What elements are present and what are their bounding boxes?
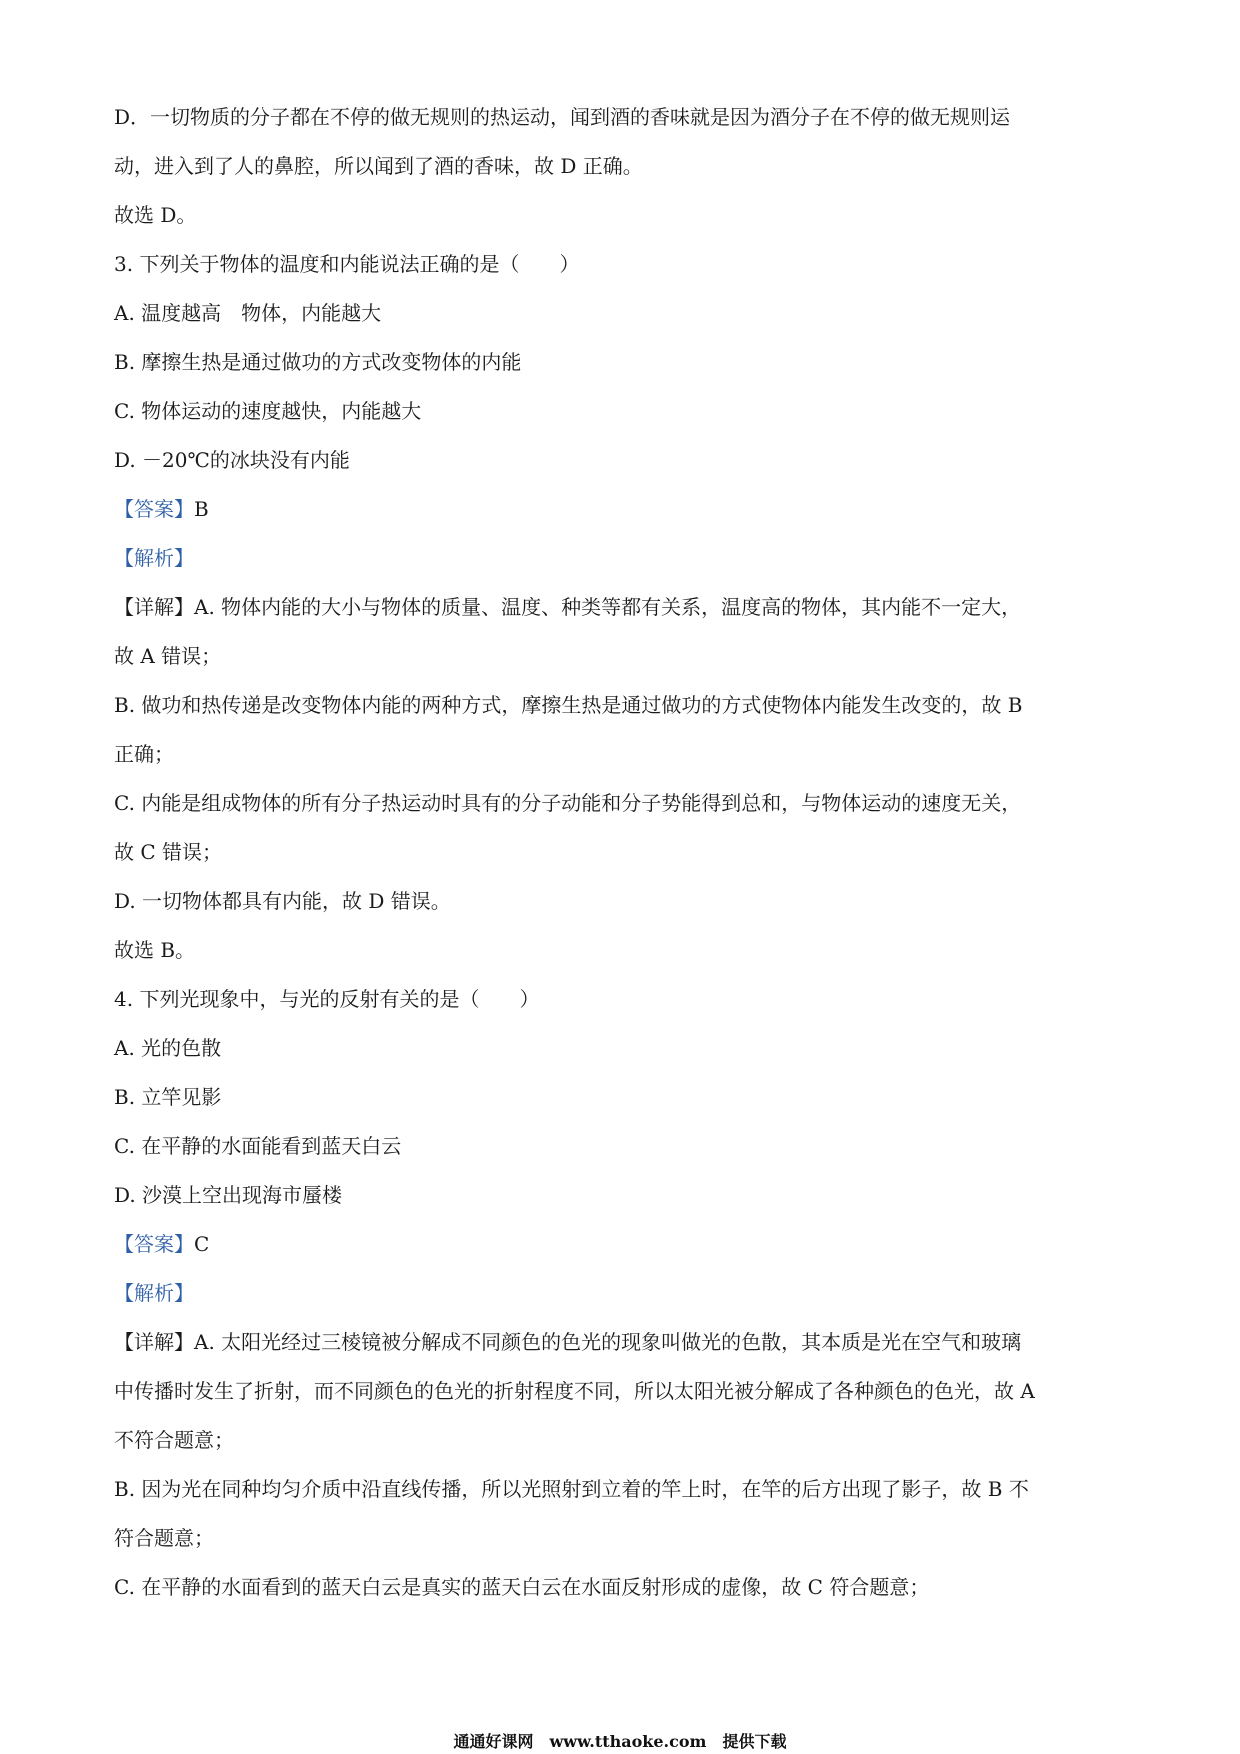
answer-value: C <box>194 1232 210 1256</box>
text-line: 故选 B。 <box>114 938 196 962</box>
text-line: 故 C 错误； <box>114 840 223 864</box>
answer-tag: 【答案】 <box>114 1232 194 1256</box>
question-3-option-c: C. 物体运动的速度越快，内能越大 <box>114 399 422 423</box>
text-line: D．一切物质的分子都在不停的做无规则的热运动，闻到酒的香味就是因为酒分子在不停的做无规则运 <box>114 105 1011 129</box>
text-line: B. 因为光在同种均匀介质中沿直线传播，所以光照射到立着的竿上时，在竿的后方出现了影子，故 B 不 <box>114 1477 1029 1501</box>
answer-value: B <box>194 497 209 521</box>
detail-tag: 【详解】 <box>114 595 194 619</box>
question-4-detail <box>114 1328 1021 1356</box>
question-3-detail <box>114 593 1021 621</box>
analysis-tag: 【解析】 <box>114 1281 194 1305</box>
question-3-stem: 3. 下列关于物体的温度和内能说法正确的是（ ） <box>114 252 580 276</box>
detail-tag: 【详解】 <box>114 1330 194 1354</box>
text-line: D. 一切物体都具有内能，故 D 错误。 <box>114 889 451 913</box>
question-3-option-d: D. －20℃的冰块没有内能 <box>114 448 350 472</box>
text-line: C. 在平静的水面看到的蓝天白云是真实的蓝天白云在水面反射形成的虚像，故 C 符合题意； <box>114 1575 930 1599</box>
question-3-option-a: A. 温度越高 物体，内能越大 <box>114 301 382 325</box>
text-line: 故 A 错误； <box>114 644 222 668</box>
analysis-tag: 【解析】 <box>114 546 194 570</box>
question-4-option-a: A. 光的色散 <box>114 1036 222 1060</box>
question-4-stem: 4. 下列光现象中，与光的反射有关的是（ ） <box>114 987 540 1011</box>
page-footer: 通通好课网 www.tthaoke.com 提供下载 <box>453 1732 787 1751</box>
answer-tag: 【答案】 <box>114 497 194 521</box>
text-line: 正确； <box>114 742 174 766</box>
question-4-analysis <box>114 1279 194 1307</box>
detail-text: A. 太阳光经过三棱镜被分解成不同颜色的色光的现象叫做光的色散，其本质是光在空气和玻璃 <box>194 1330 1022 1354</box>
text-line: 符合题意； <box>114 1526 214 1550</box>
text-line: 不符合题意； <box>114 1428 234 1452</box>
text-line: 故选 D。 <box>114 203 197 227</box>
text-line: 中传播时发生了折射，而不同颜色的色光的折射程度不同，所以太阳光被分解成了各种颜色的色光，故 A <box>114 1379 1035 1403</box>
question-4-option-b: B. 立竿见影 <box>114 1085 222 1109</box>
text-line: 动，进入到了人的鼻腔，所以闻到了酒的香味，故 D 正确。 <box>114 154 643 178</box>
text-line: C. 内能是组成物体的所有分子热运动时具有的分子动能和分子势能得到总和，与物体运动的速度无关， <box>114 791 1022 815</box>
question-3-option-b: B. 摩擦生热是通过做功的方式改变物体的内能 <box>114 350 522 374</box>
question-3-analysis <box>114 544 194 572</box>
text-line: B. 做功和热传递是改变物体内能的两种方式，摩擦生热是通过做功的方式使物体内能发生改变的，故 B <box>114 693 1023 717</box>
question-3-answer <box>114 495 209 523</box>
question-4-answer <box>114 1230 209 1258</box>
detail-text: A. 物体内能的大小与物体的质量、温度、种类等都有关系，温度高的物体，其内能不一定大， <box>194 595 1022 619</box>
question-4-option-d: D. 沙漠上空出现海市蜃楼 <box>114 1183 343 1207</box>
question-4-option-c: C. 在平静的水面能看到蓝天白云 <box>114 1134 402 1158</box>
